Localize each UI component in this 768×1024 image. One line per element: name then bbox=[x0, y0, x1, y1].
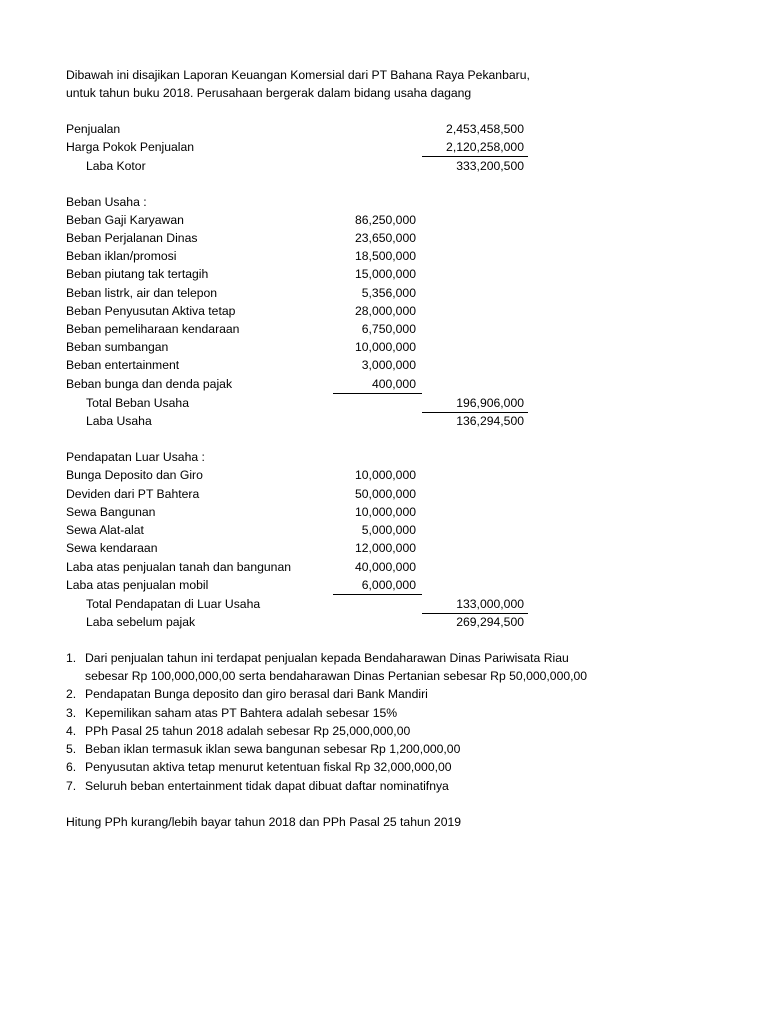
expense-value: 15,000,000 bbox=[355, 267, 416, 281]
income-row bbox=[0, 576, 768, 594]
note-item bbox=[0, 777, 768, 795]
income-label: Laba atas penjualan tanah dan bangunan bbox=[66, 560, 291, 574]
gross-profit-row bbox=[0, 157, 768, 175]
note-item bbox=[0, 685, 768, 703]
expense-row bbox=[0, 247, 768, 265]
note-text: Penyusutan aktiva tetap menurut ketentuan fiskal Rp 32,000,000,00 bbox=[85, 760, 452, 774]
expense-label: Beban iklan/promosi bbox=[66, 249, 177, 263]
income-row bbox=[0, 521, 768, 539]
gross-profit-value: 333,200,500 bbox=[456, 159, 524, 173]
expense-label: Beban sumbangan bbox=[66, 340, 169, 354]
expense-row bbox=[0, 211, 768, 229]
income-row bbox=[0, 503, 768, 521]
total-expenses-value: 196,906,000 bbox=[456, 396, 524, 410]
operating-profit-value: 136,294,500 bbox=[456, 414, 524, 428]
expense-label: Beban Gaji Karyawan bbox=[66, 213, 184, 227]
cogs-value: 2,120,258,000 bbox=[446, 140, 524, 154]
expense-value: 3,000,000 bbox=[361, 358, 416, 372]
income-row bbox=[0, 466, 768, 484]
intro-line-2: untuk tahun buku 2018. Perusahaan bergerak dalam bidang usaha dagang bbox=[66, 86, 472, 100]
pretax-profit-label: Laba sebelum pajak bbox=[86, 615, 196, 629]
note-text: Beban iklan termasuk iklan sewa bangunan sebesar Rp 1,200,000,00 bbox=[85, 742, 461, 756]
note-number: 7. bbox=[66, 779, 77, 793]
expense-label: Beban pemeliharaan kendaraan bbox=[66, 322, 240, 336]
income-value: 12,000,000 bbox=[355, 541, 416, 555]
total-other-income-row bbox=[0, 595, 768, 613]
operating-profit-label: Laba Usaha bbox=[86, 414, 152, 428]
note-item bbox=[0, 704, 768, 722]
expense-row bbox=[0, 356, 768, 374]
note-number: 1. bbox=[66, 651, 77, 665]
income-value: 10,000,000 bbox=[355, 505, 416, 519]
expense-value: 6,750,000 bbox=[361, 322, 416, 336]
expenses-heading: Beban Usaha : bbox=[66, 195, 147, 209]
intro-line-1: Dibawah ini disajikan Laporan Keuangan Komersial dari PT Bahana Raya Pekanbaru, bbox=[66, 68, 530, 82]
expense-row bbox=[0, 284, 768, 302]
expense-value: 400,000 bbox=[371, 377, 416, 391]
income-value: 6,000,000 bbox=[361, 578, 416, 592]
expense-value: 18,500,000 bbox=[355, 249, 416, 263]
expense-label: Beban entertainment bbox=[66, 358, 180, 372]
note-text: Seluruh beban entertainment tidak dapat dibuat daftar nominatifnya bbox=[85, 779, 449, 793]
expense-label: Beban bunga dan denda pajak bbox=[66, 377, 233, 391]
note-text: PPh Pasal 25 tahun 2018 adalah sebesar Rp 25,000,000,00 bbox=[85, 724, 411, 738]
note-number: 5. bbox=[66, 742, 77, 756]
note-item bbox=[0, 722, 768, 740]
note-text: Dari penjualan tahun ini terdapat penjualan kepada Bendaharawan Dinas Pariwisata Riau bbox=[85, 651, 569, 665]
question-text: Hitung PPh kurang/lebih bayar tahun 2018 dan PPh Pasal 25 tahun 2019 bbox=[66, 815, 462, 829]
expense-row bbox=[0, 265, 768, 283]
income-value: 10,000,000 bbox=[355, 468, 416, 482]
note-item bbox=[0, 740, 768, 758]
cogs-label: Harga Pokok Penjualan bbox=[66, 140, 195, 154]
sales-value: 2,453,458,500 bbox=[446, 122, 524, 136]
expense-value: 86,250,000 bbox=[355, 213, 416, 227]
note-item bbox=[0, 758, 768, 776]
income-value: 5,000,000 bbox=[361, 523, 416, 537]
expense-label: Beban piutang tak tertagih bbox=[66, 267, 209, 281]
sales-label: Penjualan bbox=[66, 122, 121, 136]
expense-value: 28,000,000 bbox=[355, 304, 416, 318]
expense-label: Beban Penyusutan Aktiva tetap bbox=[66, 304, 236, 318]
note-text: Pendapatan Bunga deposito dan giro berasal dari Bank Mandiri bbox=[85, 687, 428, 701]
note-number: 3. bbox=[66, 706, 77, 720]
income-label: Deviden dari PT Bahtera bbox=[66, 487, 200, 501]
note-text: sebesar Rp 100,000,000,00 serta bendaharawan Dinas Pertanian sebesar Rp 50,000,000,00 bbox=[85, 669, 588, 683]
note-number: 4. bbox=[66, 724, 77, 738]
expense-row bbox=[0, 302, 768, 320]
income-row bbox=[0, 539, 768, 557]
expense-row bbox=[0, 375, 768, 393]
income-value: 40,000,000 bbox=[355, 560, 416, 574]
expense-value: 5,356,000 bbox=[361, 286, 416, 300]
pretax-profit-value: 269,294,500 bbox=[456, 615, 524, 629]
expense-row bbox=[0, 338, 768, 356]
operating-profit-row bbox=[0, 412, 768, 430]
expense-value: 23,650,000 bbox=[355, 231, 416, 245]
pretax-profit-row bbox=[0, 613, 768, 631]
income-label: Laba atas penjualan mobil bbox=[66, 578, 209, 592]
other-income-heading: Pendapatan Luar Usaha : bbox=[66, 450, 205, 464]
income-label: Sewa kendaraan bbox=[66, 541, 158, 555]
expense-label: Beban listrk, air dan telepon bbox=[66, 286, 218, 300]
total-other-income-label: Total Pendapatan di Luar Usaha bbox=[86, 597, 261, 611]
expense-row bbox=[0, 320, 768, 338]
income-label: Sewa Alat-alat bbox=[66, 523, 144, 537]
income-value: 50,000,000 bbox=[355, 487, 416, 501]
expense-row bbox=[0, 229, 768, 247]
income-label: Bunga Deposito dan Giro bbox=[66, 468, 203, 482]
note-item-continuation bbox=[0, 667, 768, 685]
income-row bbox=[0, 558, 768, 576]
total-expenses-label: Total Beban Usaha bbox=[86, 396, 189, 410]
note-number: 6. bbox=[66, 760, 77, 774]
income-label: Sewa Bangunan bbox=[66, 505, 156, 519]
note-number: 2. bbox=[66, 687, 77, 701]
expense-label: Beban Perjalanan Dinas bbox=[66, 231, 198, 245]
total-other-income-value: 133,000,000 bbox=[456, 597, 524, 611]
note-item bbox=[0, 649, 768, 667]
cogs-row bbox=[0, 138, 768, 156]
gross-profit-label: Laba Kotor bbox=[86, 159, 146, 173]
note-text: Kepemilikan saham atas PT Bahtera adalah sebesar 15% bbox=[85, 706, 398, 720]
total-expenses-row bbox=[0, 394, 768, 412]
income-row bbox=[0, 485, 768, 503]
sales-row bbox=[0, 120, 768, 138]
expense-value: 10,000,000 bbox=[355, 340, 416, 354]
